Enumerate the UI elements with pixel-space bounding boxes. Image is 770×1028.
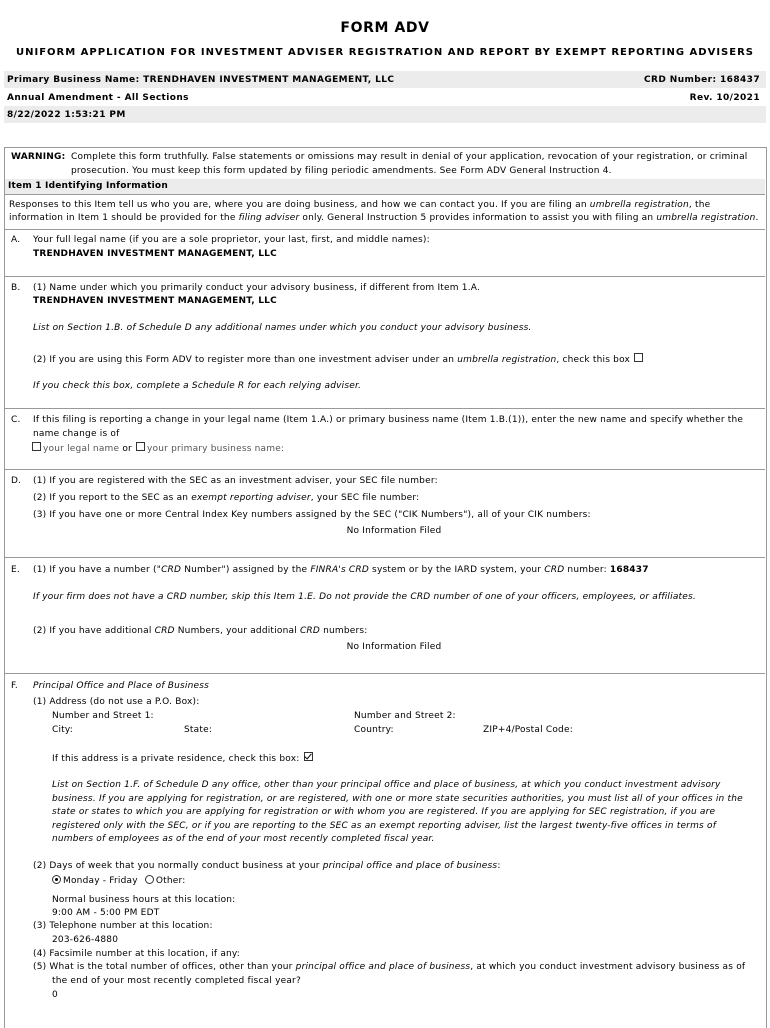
form-title: FORM ADV: [340, 20, 430, 36]
filing-timestamp: 8/22/2022 1:53:21 PM: [7, 110, 126, 120]
divider: [5, 673, 765, 674]
item-e-question-1: (1) If you have a number ("CRD Number") assigned by the FINRA's CRD system or by the IARD system, your CRD number: 168437: [33, 565, 649, 575]
item-f-question-3: (3) Telephone number at this location:: [33, 921, 213, 931]
item-e-question-2: (2) If you have additional CRD Numbers, your additional CRD numbers:: [33, 626, 368, 636]
item-b-question-1: (1) Name under which you primarily conduct your advisory business, if different from Item 1.A.: [33, 283, 481, 293]
header-band-timestamp: [4, 106, 766, 123]
item-d-question-1: (1) If you are registered with the SEC as an investment adviser, your SEC file number:: [33, 476, 438, 486]
business-name-option-label: your primary business name:: [146, 444, 285, 454]
country-label: Country:: [354, 725, 394, 735]
item-b-letter: B.: [11, 283, 21, 293]
item-f-question-5: (5) What is the total number of offices, other than your principal office and place of business, at which you conduct investment advisory business as of: [33, 962, 746, 972]
zip-label: ZIP+4/Postal Code:: [483, 725, 573, 735]
divider: [5, 557, 765, 558]
other-days-radio[interactable]: [145, 875, 154, 884]
business-name-change-checkbox[interactable]: [136, 442, 145, 451]
item-b-note-1: List on Section 1.B. of Schedule D any additional names under which you conduct your advisory business.: [33, 323, 532, 333]
business-hours-value: 9:00 AM - 5:00 PM EDT: [52, 908, 160, 918]
item-c-options: your legal name or your primary business name:: [31, 442, 284, 454]
business-days-options: [52, 875, 185, 886]
item-e-answer-2: No Information Filed: [346, 642, 442, 652]
business-hours-label: Normal business hours at this location:: [52, 895, 236, 905]
item-f-question-4: (4) Facsimile number at this location, if any:: [33, 949, 241, 959]
item1-intro-line-1: Responses to this Item tell us who you are, where you are doing business, and how we can contact you. If you are filing an umbrella registration, the: [9, 200, 711, 210]
office-count-value: 0: [52, 990, 58, 1000]
item-f-letter: F.: [11, 681, 18, 691]
item-b-answer: TRENDHAVEN INVESTMENT MANAGEMENT, LLC: [33, 296, 277, 306]
item-f-question-5-cont: the end of your most recently completed fiscal year?: [52, 976, 301, 986]
item1-intro-line-2: information in Item 1 should be provided for the filing adviser only. General Instruction 5 provides information to assist you with filing an umbrella registration.: [9, 213, 759, 223]
item-a-answer: TRENDHAVEN INVESTMENT MANAGEMENT, LLC: [33, 249, 277, 259]
item1-heading: Item 1 Identifying Information: [8, 181, 168, 191]
item-d-question-2: (2) If you report to the SEC as an exempt reporting adviser, your SEC file number:: [33, 493, 420, 503]
monday-friday-label: Monday - Friday: [63, 876, 138, 886]
street-1-label: Number and Street 1:: [52, 711, 154, 721]
item-d-answer-3: No Information Filed: [346, 526, 442, 536]
item-d-question-3: (3) If you have one or more Central Index Key numbers assigned by the SEC ("CIK Numbers"), all of your CIK numbers:: [33, 510, 591, 520]
item-a-question: Your full legal name (if you are a sole proprietor, your last, first, and middle names):: [33, 235, 430, 245]
item1-heading-bar: [5, 179, 765, 194]
state-label: State:: [184, 725, 213, 735]
divider: [5, 469, 765, 470]
crd-number: CRD Number: 168437: [644, 75, 760, 85]
item-f-heading: Principal Office and Place of Business: [33, 681, 210, 691]
form-revision: Rev. 10/2021: [689, 93, 760, 103]
warning-label: WARNING:: [11, 152, 66, 162]
telephone-value: 203-626-4880: [52, 935, 119, 945]
crd-number-value: 168437: [609, 565, 649, 575]
item-a-letter: A.: [11, 235, 21, 245]
divider: [5, 276, 765, 277]
private-residence-checkbox[interactable]: [304, 752, 313, 761]
item-c-letter: C.: [11, 415, 21, 425]
private-residence-question: If this address is a private residence, check this box:: [52, 752, 315, 764]
item-f-question-1: (1) Address (do not use a P.O. Box):: [33, 697, 200, 707]
item-f-question-2: (2) Days of week that you normally conduct business at your principal office and place of business:: [33, 861, 501, 871]
item-b-note-2: If you check this box, complete a Schedule R for each relying adviser.: [33, 381, 362, 391]
street-2-label: Number and Street 2:: [354, 711, 456, 721]
form-subtitle: UNIFORM APPLICATION FOR INVESTMENT ADVISER REGISTRATION AND REPORT BY EXEMPT REPORTING ADVISERS: [16, 47, 754, 58]
header-band-business: [4, 71, 766, 88]
item-e-note: If your firm does not have a CRD number, skip this Item 1.E. Do not provide the CRD number of one of your officers, employees, or affiliates.: [33, 592, 696, 602]
item-c-line-2: name change is of: [33, 429, 120, 439]
item-d-letter: D.: [11, 476, 22, 486]
primary-business-name: Primary Business Name: TRENDHAVEN INVESTMENT MANAGEMENT, LLC: [7, 75, 395, 85]
umbrella-registration-checkbox[interactable]: [634, 353, 643, 362]
item-c-line-1: If this filing is reporting a change in your legal name (Item 1.A.) or primary business name (Item 1.B.(1)), enter the new name and specify whether the: [33, 415, 744, 425]
city-label: City:: [52, 725, 74, 735]
warning-line-1: Complete this form truthfully. False statements or omissions may result in denial of your application, revocation of your registration, or criminal: [71, 152, 748, 162]
item-b-question-2: (2) If you are using this Form ADV to register more than one investment adviser under an umbrella registration, check this box: [33, 353, 645, 365]
warning-line-2: prosecution. You must keep this form updated by filing periodic amendments. See Form ADV General Instruction 4.: [71, 166, 612, 176]
legal-name-option-label: your legal name: [43, 444, 120, 454]
amendment-type: Annual Amendment - All Sections: [7, 93, 189, 103]
divider: [5, 229, 765, 230]
header-band-amendment: [4, 89, 766, 106]
divider: [5, 194, 765, 195]
other-days-label: Other:: [155, 876, 186, 886]
legal-name-change-checkbox[interactable]: [32, 442, 41, 451]
monday-friday-radio[interactable]: [52, 875, 61, 884]
item-e-letter: E.: [11, 565, 20, 575]
divider: [5, 408, 765, 409]
item-f-note: List on Section 1.F. of Schedule D any office, other than your principal office and place of business, at which you conduct investment advisory business. If you are applying for registration, or are registered, with one or more state securities authorities, you must list all of your offices in the state or states to which you are applying for registration or with whom you are registered. If you are applying for SEC registration, if you are registered only with the SEC, or if you are reporting to the SEC as an exempt reporting adviser, list the largest twenty-five offices in terms of numbers of employees as of the end of your most recently completed fiscal year.: [52, 780, 743, 844]
